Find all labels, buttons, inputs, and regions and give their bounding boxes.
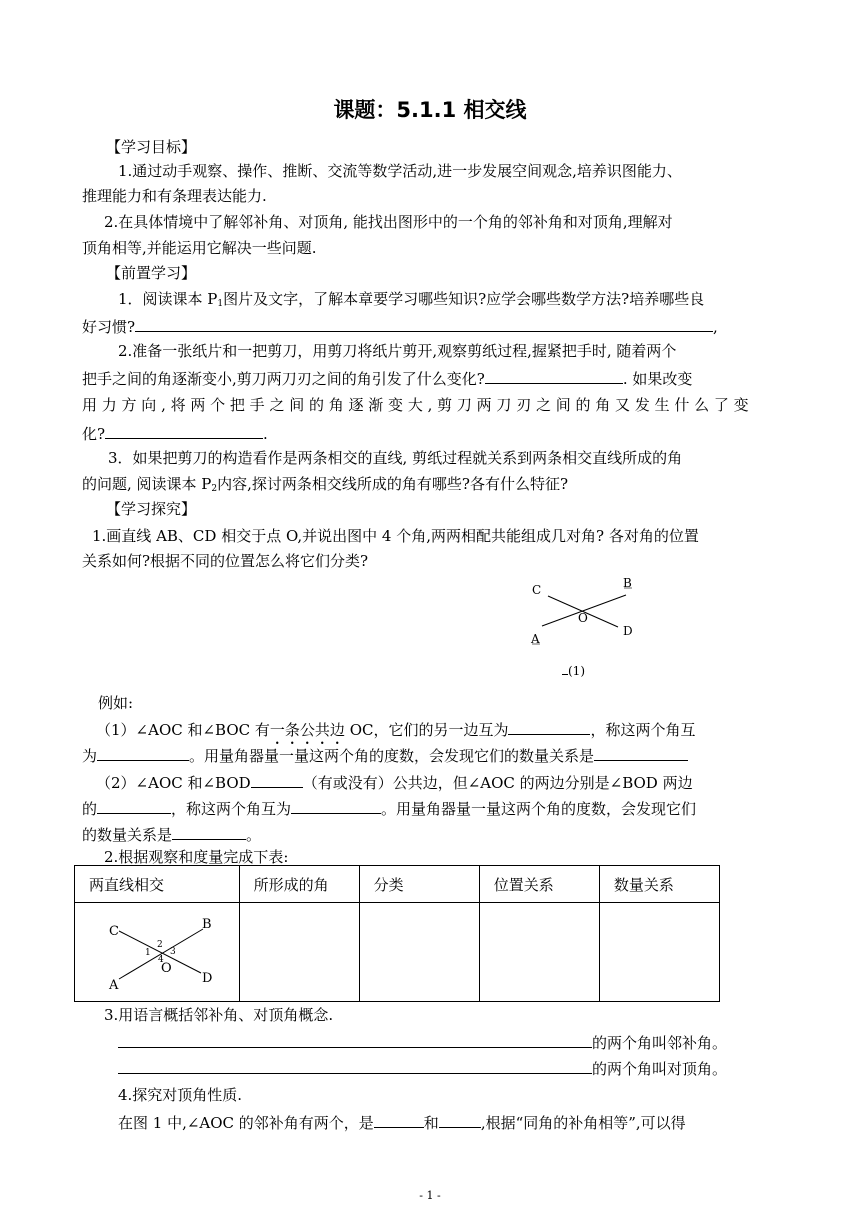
label-d: D (202, 971, 213, 986)
table-header-cell: 位置关系 (479, 866, 599, 903)
table-header-cell: 数量关系 (599, 866, 719, 903)
answer-blank[interactable] (118, 1030, 592, 1048)
angle-label-1: 1 (145, 948, 151, 958)
goal-1-line-2: 推理能力和有条理表达能力. (82, 187, 267, 205)
question-4: 4.探究对顶角性质. (118, 1086, 243, 1104)
example-2-line-2: 的 ，称这两个角互为 。用量角器量一量这两个角的度数，会发现它们 (82, 796, 782, 820)
answer-blank[interactable] (439, 1110, 481, 1128)
table-header-cell: 两直线相交 (75, 866, 240, 903)
answer-blank[interactable] (508, 717, 590, 735)
label-c: C (532, 583, 542, 597)
pre-1-line-2: 好习惯? , (82, 314, 782, 338)
example-1-line-2: 为 。用量角器量一量这两个角的度数，会发现它们的数量关系是 (82, 743, 782, 767)
answer-blank[interactable] (251, 770, 303, 788)
page-number: - 1 - (419, 1189, 441, 1202)
answer-blank[interactable] (135, 314, 713, 332)
label-d: D (623, 624, 633, 638)
label-o: O (161, 961, 172, 976)
pre-2-line-2: 把手之间的角逐渐变小,剪刀两刀刃之间的角引发了什么变化? . 如果改变 (82, 366, 782, 390)
explore-1-line-1: 1.画直线 AB、CD 相交于点 O,并说出图中 4 个角,两两相配共能组成几对角? 各对角的位置 (92, 527, 699, 545)
answer-blank[interactable] (374, 1110, 424, 1128)
goal-2-line-2: 顶角相等,并能运用它解决一些问题. (82, 239, 317, 257)
label-b: B (623, 576, 632, 590)
explore-1-line-2: 关系如何?根据不同的位置怎么将它们分类? (82, 552, 369, 570)
label-c: C (109, 924, 119, 939)
question-3: 3.用语言概括邻补角、对顶角概念. (104, 1006, 334, 1024)
observation-table (74, 865, 720, 1002)
example-2-line-1: （2）∠AOC 和∠BOD （有或没有）公共边，但∠AOC 的两边分别是∠BOD 两边 (96, 770, 796, 794)
example-label: 例如: (98, 694, 134, 712)
table-cell-empty[interactable] (239, 903, 359, 1002)
answer-blank[interactable] (485, 366, 623, 384)
answer-blank[interactable] (97, 796, 171, 814)
table-cell-empty[interactable] (599, 903, 719, 1002)
answer-blank[interactable] (118, 1056, 592, 1074)
figure-1-intersecting-lines (520, 570, 650, 682)
page-title: 课题：5.1.1 相交线 (333, 98, 527, 122)
figure-table-intersecting-lines (75, 903, 225, 997)
section-heading-pre: 【前置学习】 (106, 264, 197, 282)
label-b: B (202, 917, 212, 932)
table-cell-empty[interactable] (479, 903, 599, 1002)
answer-blank[interactable] (594, 743, 688, 761)
goal-1-line-1: 1.通过动手观察、操作、推断、交流等数学活动,进一步发展空间观念,培养识图能力、 (118, 162, 682, 180)
table-header-cell: 分类 (359, 866, 479, 903)
pre-1-line-1: 1．阅读课本 $P_1$图片及文字，了解本章要学习哪些知识?应学会哪些数学方法?培养哪些良 (118, 290, 705, 309)
table-cell-figure (75, 903, 240, 1002)
pre-3-line-1: 3．如果把剪刀的构造看作是两条相交的直线, 剪纸过程就关系到两条相交直线所成的角 (108, 449, 683, 467)
section-heading-explore: 【学习探究】 (106, 500, 197, 518)
label-a: A (109, 978, 119, 993)
definition-vertical-angles: 的两个角叫对顶角。 (118, 1056, 727, 1079)
pre-2-line-4: 化? . (82, 421, 782, 445)
definition-adjacent-supplementary: 的两个角叫邻补角。 (118, 1030, 727, 1053)
example-1-line-1: （1）∠AOC 和∠BOC 有一条公共边 OC，它们的另一边互为 ，称这两个角互 (96, 717, 796, 748)
answer-blank[interactable] (291, 796, 381, 814)
table-cell-empty[interactable] (359, 903, 479, 1002)
figure-1-caption: (1) (562, 664, 585, 678)
pre-3-line-2: 的问题, 阅读课本 $P_2$内容,探讨两条相交线所成的角有哪些?各有什么特征? (82, 475, 568, 494)
question-2: 2.根据观察和度量完成下表: (104, 848, 289, 866)
angle-label-3: 3 (170, 947, 176, 957)
angle-label-2: 2 (157, 940, 163, 950)
label-o: O (578, 611, 588, 625)
answer-blank[interactable] (97, 743, 189, 761)
table-header-cell: 所形成的角 (239, 866, 359, 903)
angle-label-4: 4 (158, 955, 164, 965)
pre-2-line-1: 2.准备一张纸片和一把剪刀，用剪刀将纸片剪开,观察剪纸过程,握紧把手时, 随着两个 (118, 342, 677, 360)
section-heading-goals: 【学习目标】 (106, 138, 197, 156)
goal-2-line-1: 2.在具体情境中了解邻补角、对顶角, 能找出图形中的一个角的邻补角和对顶角,理解对 (104, 213, 673, 231)
answer-blank[interactable] (105, 421, 263, 439)
pre-2-line-3: 用 力 方 向 , 将 两 个 把 手 之 间 的 角 逐 渐 变 大 , 剪 刀 两 刀 刃 之 间 的 角 又 发 生 什 么 了 变 (82, 396, 749, 414)
question-4-line-2: 在图 1 中,∠AOC 的邻补角有两个，是 和 ,根据“同角的补角相等”,可以得 (118, 1110, 686, 1133)
answer-blank[interactable] (172, 822, 246, 840)
label-a: A (531, 632, 540, 646)
example-2-line-3: 的数量关系是 。 (82, 822, 782, 846)
